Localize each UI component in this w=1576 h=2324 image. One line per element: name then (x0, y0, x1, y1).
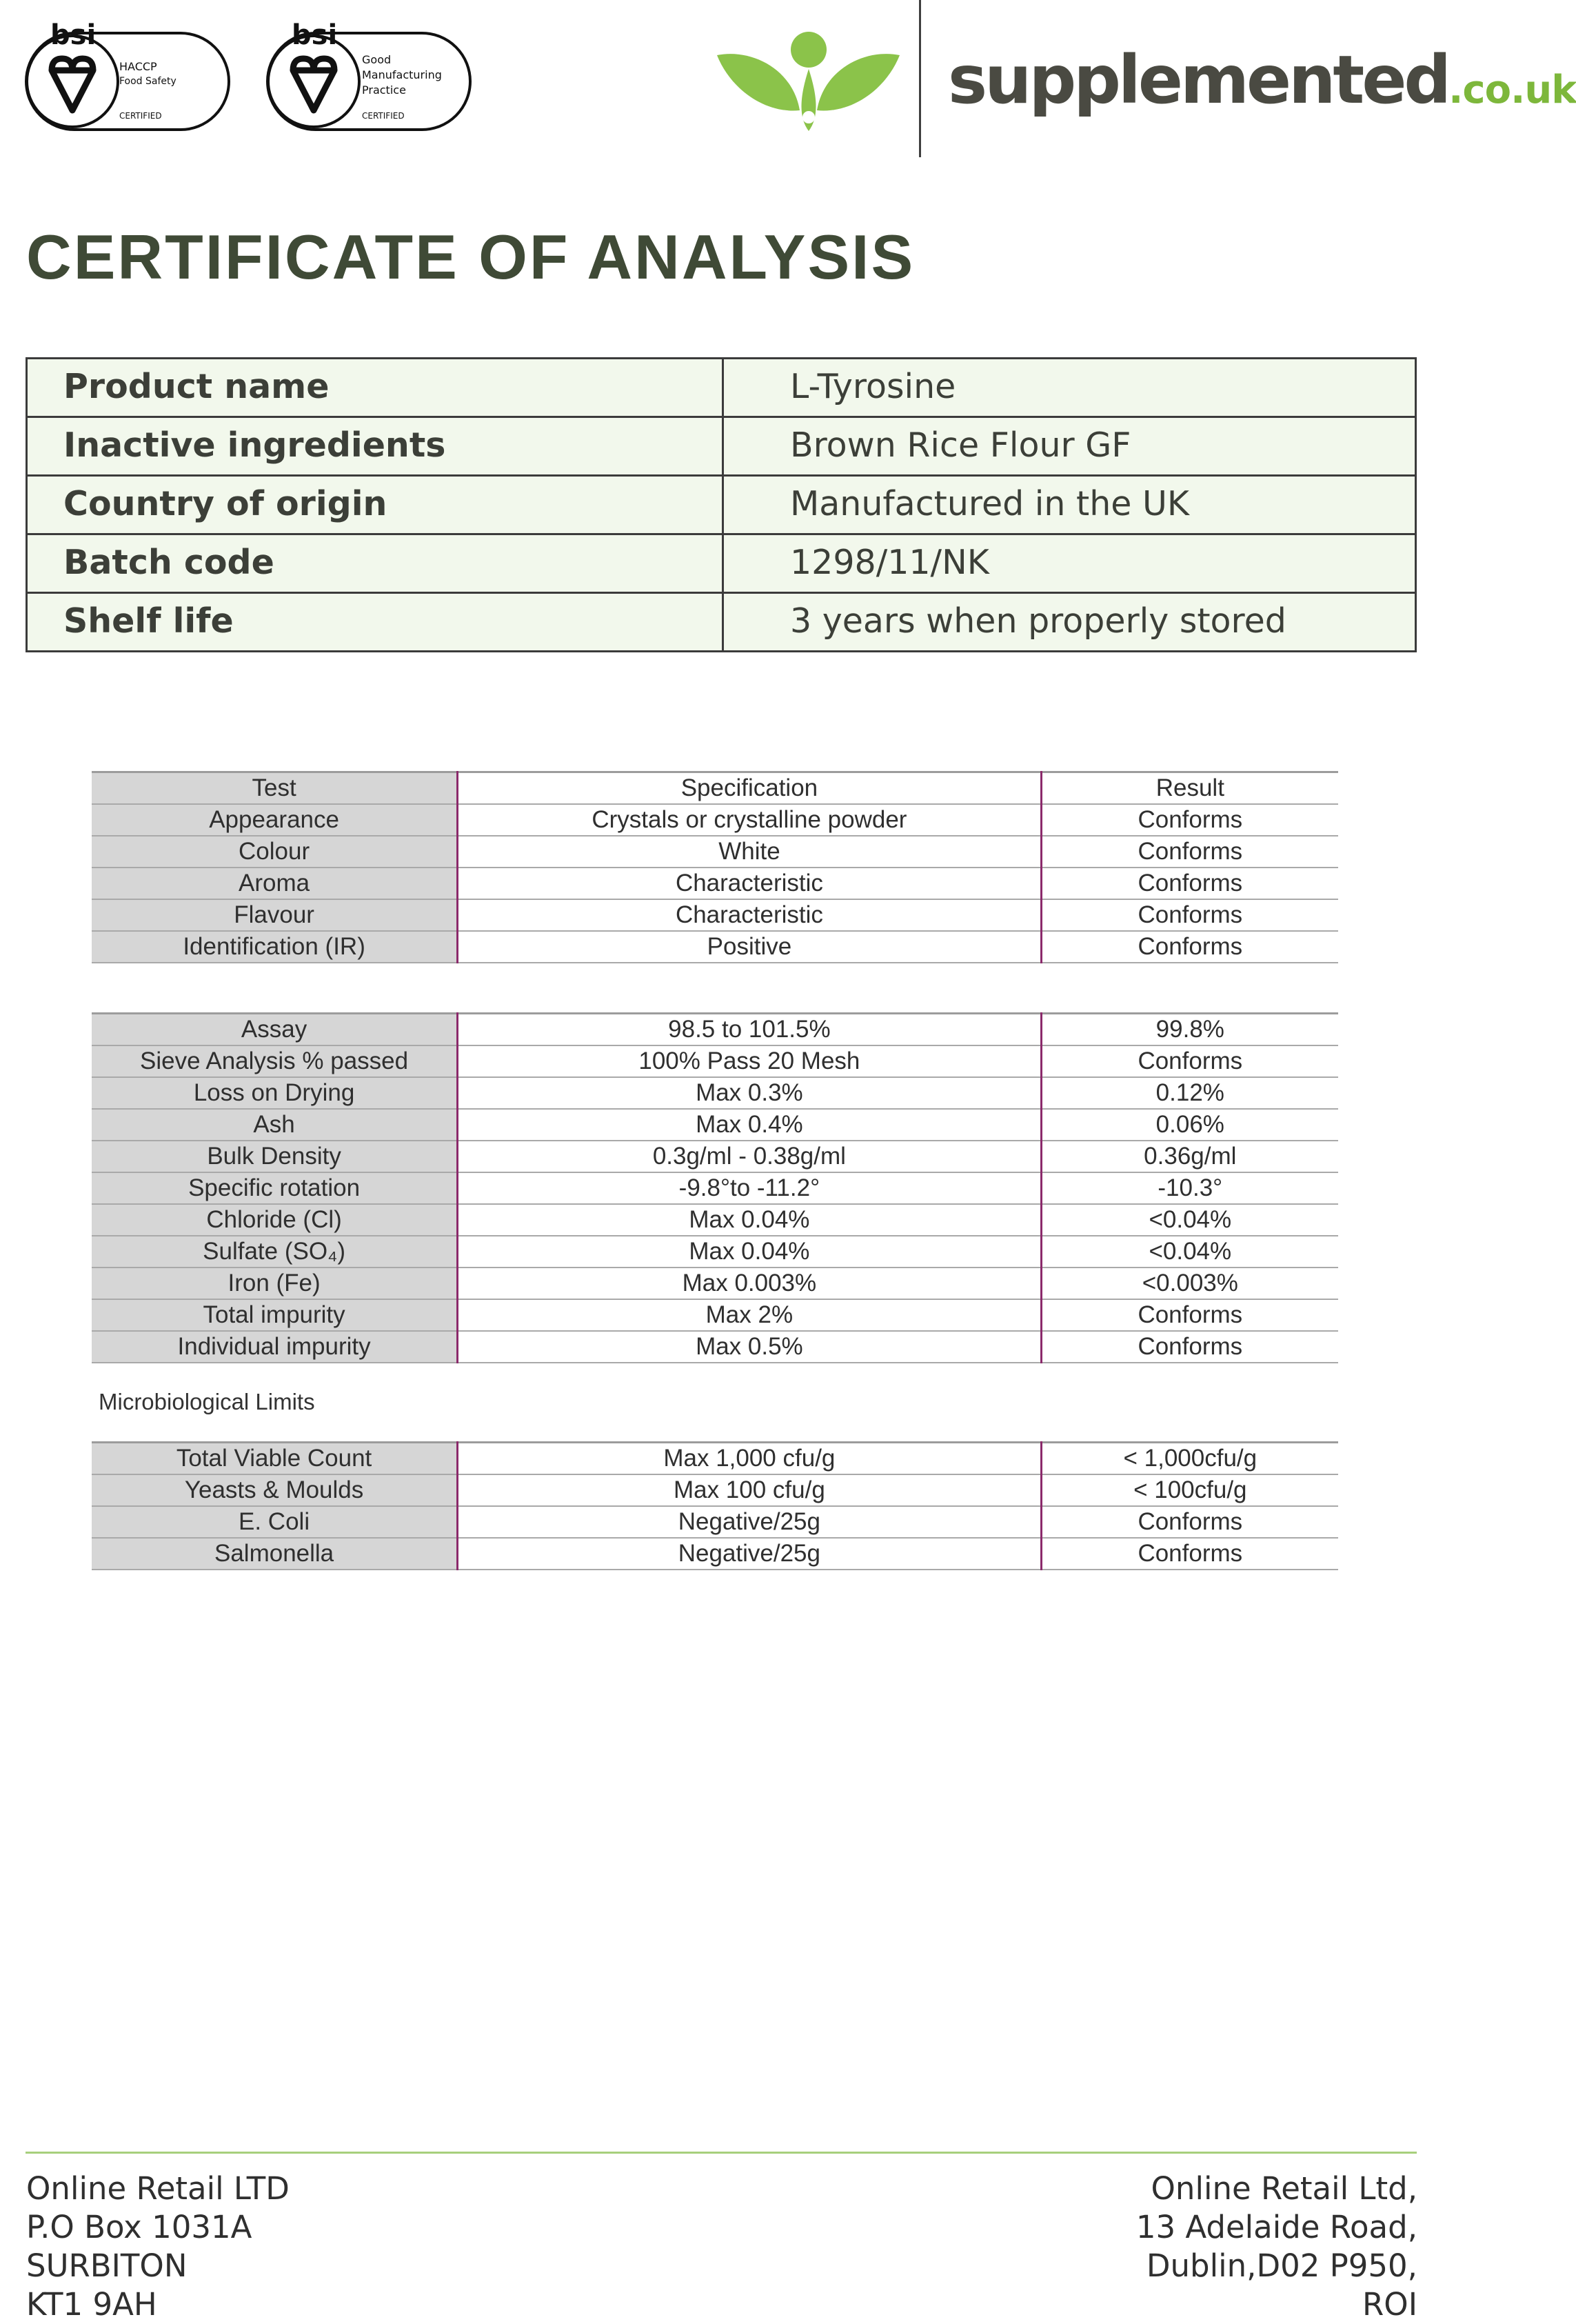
table-cell-result: < 1,000cfu/g (1041, 1443, 1338, 1475)
table-cell-spec: 98.5 to 101.5% (458, 1014, 1041, 1046)
table-cell-result: Conforms (1041, 1045, 1338, 1077)
table-cell-result: Conforms (1041, 1331, 1338, 1363)
badge-certified: CERTIFIED (362, 111, 405, 121)
info-label: Country of origin (28, 477, 724, 533)
table-cell-spec: White (458, 836, 1041, 868)
info-row (28, 418, 1415, 477)
badge-line3: Practice (362, 83, 406, 97)
table-cell-test: E. Coli (92, 1506, 458, 1538)
table-cell-result: -10.3° (1041, 1172, 1338, 1204)
table-row (92, 1045, 1338, 1077)
table-cell-test: Individual impurity (92, 1331, 458, 1363)
table-cell-spec: Characteristic (458, 899, 1041, 931)
table-cell-result: <0.003% (1041, 1268, 1338, 1299)
table-cell-test: Loss on Drying (92, 1077, 458, 1109)
table-row (92, 836, 1338, 868)
table-cell-result: Conforms (1041, 899, 1338, 931)
table-row (92, 868, 1338, 899)
table-cell-test: Flavour (92, 899, 458, 931)
bsi-kitemark-icon (265, 21, 472, 132)
table-cell-result: Conforms (1041, 931, 1338, 963)
product-info-table (26, 357, 1417, 652)
table-cell-test: Specific rotation (92, 1172, 458, 1204)
table-cell-result: 0.12% (1041, 1077, 1338, 1109)
bsi-mark: bsi (292, 19, 338, 51)
footer-divider (26, 2152, 1417, 2154)
info-value: Manufactured in the UK (790, 484, 1190, 523)
micro-tests-table (92, 1441, 1338, 1570)
table-cell-test: Aroma (92, 868, 458, 899)
table-cell-result: Result (1041, 772, 1338, 805)
badge-line1: Good (362, 53, 392, 66)
table-cell-test: Sulfate (SO₄) (92, 1236, 458, 1268)
table-cell-result: < 100cfu/g (1041, 1474, 1338, 1506)
table-cell-test: Salmonella (92, 1538, 458, 1570)
table-cell-test: Ash (92, 1109, 458, 1141)
address-line: Online Retail LTD (26, 2170, 290, 2207)
table-cell-result: 99.8% (1041, 1014, 1338, 1046)
table-cell-test: Bulk Density (92, 1141, 458, 1172)
microbiological-heading: Microbiological Limits (99, 1389, 315, 1414)
badge-line1: HACCP (119, 60, 157, 73)
table-row (92, 804, 1338, 836)
address-line: SURBITON (26, 2247, 188, 2284)
table-cell-spec: 100% Pass 20 Mesh (458, 1045, 1041, 1077)
bsi-mark: bsi (50, 19, 97, 51)
table-cell-spec: Characteristic (458, 868, 1041, 899)
info-label: Product name (28, 359, 724, 416)
info-row (28, 594, 1415, 650)
badge-certified: CERTIFIED (119, 111, 162, 121)
info-row (28, 477, 1415, 535)
table-row (92, 1538, 1338, 1570)
bsi-kitemark-icon (24, 21, 231, 132)
logo-divider (919, 0, 921, 157)
table-cell-spec: Max 0.04% (458, 1204, 1041, 1236)
table-row (92, 1474, 1338, 1506)
table-cell-test: Appearance (92, 804, 458, 836)
address-line: KT1 9AH (26, 2286, 157, 2323)
table-row (92, 1109, 1338, 1141)
leaf-logo-icon (717, 28, 900, 131)
table-cell-result: Conforms (1041, 804, 1338, 836)
chemical-tests-table (92, 1012, 1338, 1363)
table-cell-test: Chloride (Cl) (92, 1204, 458, 1236)
table-row (92, 1506, 1338, 1538)
table-cell-result: Conforms (1041, 1538, 1338, 1570)
table-row (92, 1077, 1338, 1109)
table-cell-result: Conforms (1041, 868, 1338, 899)
table-row (92, 1331, 1338, 1363)
table-cell-spec: Max 0.5% (458, 1331, 1041, 1363)
info-value: 3 years when properly stored (790, 601, 1286, 641)
info-label: Batch code (28, 535, 724, 592)
table-cell-spec: Max 0.003% (458, 1268, 1041, 1299)
bsi-gmp-badge (265, 21, 472, 132)
address-line: P.O Box 1031A (26, 2209, 252, 2245)
table-row (92, 1014, 1338, 1046)
info-label: Inactive ingredients (28, 418, 724, 474)
info-row (28, 535, 1415, 594)
info-value: L-Tyrosine (790, 367, 956, 406)
table-cell-result: 0.36g/ml (1041, 1141, 1338, 1172)
physical-tests-table (92, 771, 1338, 963)
table-cell-test: Test (92, 772, 458, 805)
table-cell-spec: Max 0.04% (458, 1236, 1041, 1268)
table-cell-spec: 0.3g/ml - 0.38g/ml (458, 1141, 1041, 1172)
address-line: 13 Adelaide Road, (1135, 2209, 1417, 2245)
badge-line2: Food Safety (119, 76, 176, 87)
page-title: CERTIFICATE OF ANALYSIS (26, 223, 916, 292)
table-cell-spec: Negative/25g (458, 1538, 1041, 1570)
info-label: Shelf life (28, 594, 724, 650)
brand-wordmark (948, 41, 1576, 119)
table-row (92, 1268, 1338, 1299)
table-cell-result: Conforms (1041, 1506, 1338, 1538)
table-cell-test: Assay (92, 1014, 458, 1046)
table-cell-result: Conforms (1041, 836, 1338, 868)
table-row (92, 899, 1338, 931)
address-line: Dublin,D02 P950, (1146, 2247, 1417, 2284)
table-cell-test: Total impurity (92, 1299, 458, 1331)
table-cell-result: <0.04% (1041, 1204, 1338, 1236)
table-header-row (92, 772, 1338, 805)
table-cell-test: Yeasts & Moulds (92, 1474, 458, 1506)
info-value: 1298/11/NK (790, 543, 989, 582)
table-cell-spec: Max 0.3% (458, 1077, 1041, 1109)
table-row (92, 1443, 1338, 1475)
badge-line2: Manufacturing (362, 68, 442, 81)
table-cell-spec: Max 2% (458, 1299, 1041, 1331)
bsi-haccp-badge (24, 21, 231, 132)
brand-tld: .co.uk (1448, 68, 1576, 112)
table-cell-spec: Negative/25g (458, 1506, 1041, 1538)
table-cell-spec: Max 100 cfu/g (458, 1474, 1041, 1506)
info-row (28, 359, 1415, 418)
table-cell-test: Colour (92, 836, 458, 868)
table-cell-result: 0.06% (1041, 1109, 1338, 1141)
table-cell-spec: Specification (458, 772, 1041, 805)
table-cell-spec: Max 1,000 cfu/g (458, 1443, 1041, 1475)
table-cell-spec: Crystals or crystalline powder (458, 804, 1041, 836)
ie-address (1136, 2170, 1417, 2324)
table-row (92, 1141, 1338, 1172)
uk-address (26, 2170, 290, 2324)
table-cell-test: Iron (Fe) (92, 1268, 458, 1299)
table-row (92, 1204, 1338, 1236)
table-cell-result: Conforms (1041, 1299, 1338, 1331)
table-cell-result: <0.04% (1041, 1236, 1338, 1268)
table-cell-test: Sieve Analysis % passed (92, 1045, 458, 1077)
table-cell-test: Total Viable Count (92, 1443, 458, 1475)
table-cell-spec: Max 0.4% (458, 1109, 1041, 1141)
table-cell-spec: Positive (458, 931, 1041, 963)
table-cell-test: Identification (IR) (92, 931, 458, 963)
address-line: ROI (1362, 2286, 1417, 2323)
address-line: Online Retail Ltd, (1151, 2170, 1417, 2207)
brand-name: supplemented (948, 41, 1449, 119)
table-row (92, 1236, 1338, 1268)
table-row (92, 1299, 1338, 1331)
table-cell-spec: -9.8°to -11.2° (458, 1172, 1041, 1204)
table-row (92, 1172, 1338, 1204)
table-row (92, 931, 1338, 963)
info-value: Brown Rice Flour GF (790, 425, 1131, 465)
